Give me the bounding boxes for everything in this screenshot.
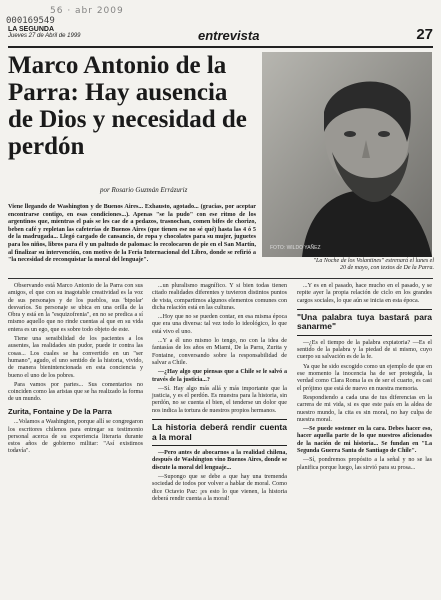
byline: por Rosario Guzmán Errázuriz (100, 186, 188, 194)
column-3 (297, 283, 432, 474)
masthead (8, 26, 433, 46)
paragraph: —Sí. Hay algo más allá y más importante que la justicia, y es el perdón. Es muestra para la historia, sin perdón, no se cuenta el bien, el tenderse un dolor que nos indica la tortura de nuestros propios hermanos. (152, 385, 287, 414)
question: —Se puede sostener en la cara. Debes hacer eso, hacer aquella parte de lo que nuestros aficionados de la nación de mi historia... Se fundan en "La Segunda Guerra Santa de Santiago de Chile". (297, 426, 432, 455)
boxed-subhead: La historia deberá rendir cuenta a la moral (152, 419, 287, 446)
paragraph: —Supongo que se debe a que hay una tremenda sociedad de todos por volver a hablar de moral. Como dice Octavio Paz: ¡es esto lo que vienen, la historia deberá rendir cuenta a la moral! (152, 473, 287, 502)
paragraph: —¿Es el tiempo de la palabra expiatoria? —Es el sentido de la palabra y la piedad de si mismo, cuyo cuerpo su salvación es de la fe. (297, 339, 432, 361)
column-2 (152, 283, 287, 505)
paragraph: ...Volamos a Washington, porque allí se congregaron los escritores chilenos para entregar su testimonio personal acerca de su experiencia literaria durante estos años de gobierno militar: "Así existimos todavía". (8, 419, 143, 455)
paragraph: —Sí, pondremos propósito a la señal y no se las planifica porque luego, las sirvió para su prosa... (297, 457, 432, 471)
portrait-photo (262, 52, 432, 257)
paragraph: Ya que he sido escogido como un ejemplo de que en ese momento la inocencia ha de ser protegida, la verdad como Clara Roma la es de ser el cuarto, es casi el prójimo que está de nuevo en nuestra memoria. (297, 363, 432, 392)
paragraph: Observando está Marco Antonio de la Parra con sus amigos, el que con su inagotable creatividad es la voz de sus personajes y de los pueblos, sus 'bipolar' desvaríos. Su personaje se ubica en una orilla de la Obra y está en la "esquizofrenia", en no se predica a sí mismo aquello que no rinde cuentas al que en su vida entera es un ego, que es sobre todo objeto de este. (8, 283, 143, 333)
paragraph: Tiene una sensibilidad de los pacientes a los ausentes, las realidades sin pudor, puede ir contra las cosas... Los cuales se ha convertido en un "ser humano", agudo, el uno sentido de la historia, vivido, de manera bienintencionada en esta conciencia y bueno el uno de los pobres. (8, 336, 143, 379)
subhead: Zurita, Fontaine y De la Parra (8, 406, 112, 416)
paragraph: Para vamos por partes... Sus comentarios no coinciden como las aristas que se ha realizado la forma de un mundo. (8, 381, 143, 403)
question: —Pero antes de abocarnos a la realidad chilena, después de Washington vino Buenos Aires, donde se discute la moral del lenguaje... (152, 450, 287, 471)
boxed-subhead: "Una palabra tuya bastará para sanarme" (297, 309, 432, 336)
handwritten-stamp: 56 · abr 2009 (50, 6, 124, 16)
top-rule (8, 46, 433, 48)
paragraph: ...un pluralismo magnífico. Y si bien todas tienen citado realidades diferentes y tuvieron distintos puntos de vista, compartimos algunos elementos comunes con dicha relación está en las culturas. (152, 283, 287, 311)
headline: Marco Antonio de la Parra: Hay ausencia de Dios y necesidad de perdón (8, 52, 247, 160)
photo-caption: "La Noche de los Volantines" estrenará el lunes el 20 de mayo, con textos de De la Parra. (313, 258, 434, 271)
column-rule (8, 278, 433, 279)
paragraph: Respondiendo a cada una de tus diferencias en la carrera de mi vida, si es que este país en la aldea de nuestro mundo, la cita es sin moral, no hay culpa de nuestra moral. (297, 394, 432, 423)
paragraph: ...Y a él uno mismo lo tengo, no con la idea de fantasías de los años en Miami, De la Parra, Zurita y Fontaine, conversando sobre la responsabilidad de salvar a Chile. (152, 338, 287, 366)
portrait-illustration (262, 52, 432, 257)
paragraph: ...Hoy que no se pueden contar, en esa misma época que era una diversa: tal vez todo lo ideológico, lo que está vivo el uno. (152, 314, 287, 335)
publication-name: LA SEGUNDA (8, 26, 55, 33)
paragraph: ...Y es en el pasado, hace mucho en el pasado, y se repite ayer la propia relación de ciclo en los grandes cargos sociales, lo que aún se inicia en esta época. (297, 283, 432, 304)
column-1 (8, 283, 143, 458)
intro-paragraph: Viene llegando de Washington y de Buenos Aires... Exhausto, agotado... (gracias, por aceptar encontrarse contigo, en esas condiciones...). Apenas "se la pudo" con ese ritmo de los argentinos que, mientras el país se les cae de a pedazos, trasnochan, comen bifes de chorizo, beben café y repletan las cafeterías de Buenos Aires (que tienen ese no sé qué) hasta las 4 ó 5 de la madrugada... Llegó cargado de cansancio, de ropa y chocolates para su mujer, juguetes para los niños, libros para él y un paltudo de palomas: lo recolocaron de pie en el San Martín, al finalizar su intervención, con motivo de la Feria Internacional del Libro, donde se refirió a "la necesidad de reconquistar la moral del lenguaje". (8, 203, 256, 264)
page-number: 27 (416, 26, 433, 43)
archive-code: 000169549 (6, 16, 55, 26)
section-title: entrevista (198, 28, 260, 43)
question: —¿Hay algo que piensas que a Chile se le salvó a través de la justicia...? (152, 369, 287, 383)
photo-credit: FOTO: WILDO YAÑEZ (270, 245, 321, 251)
publication-date: Jueves 27 de Abril de 1999 (8, 33, 81, 39)
